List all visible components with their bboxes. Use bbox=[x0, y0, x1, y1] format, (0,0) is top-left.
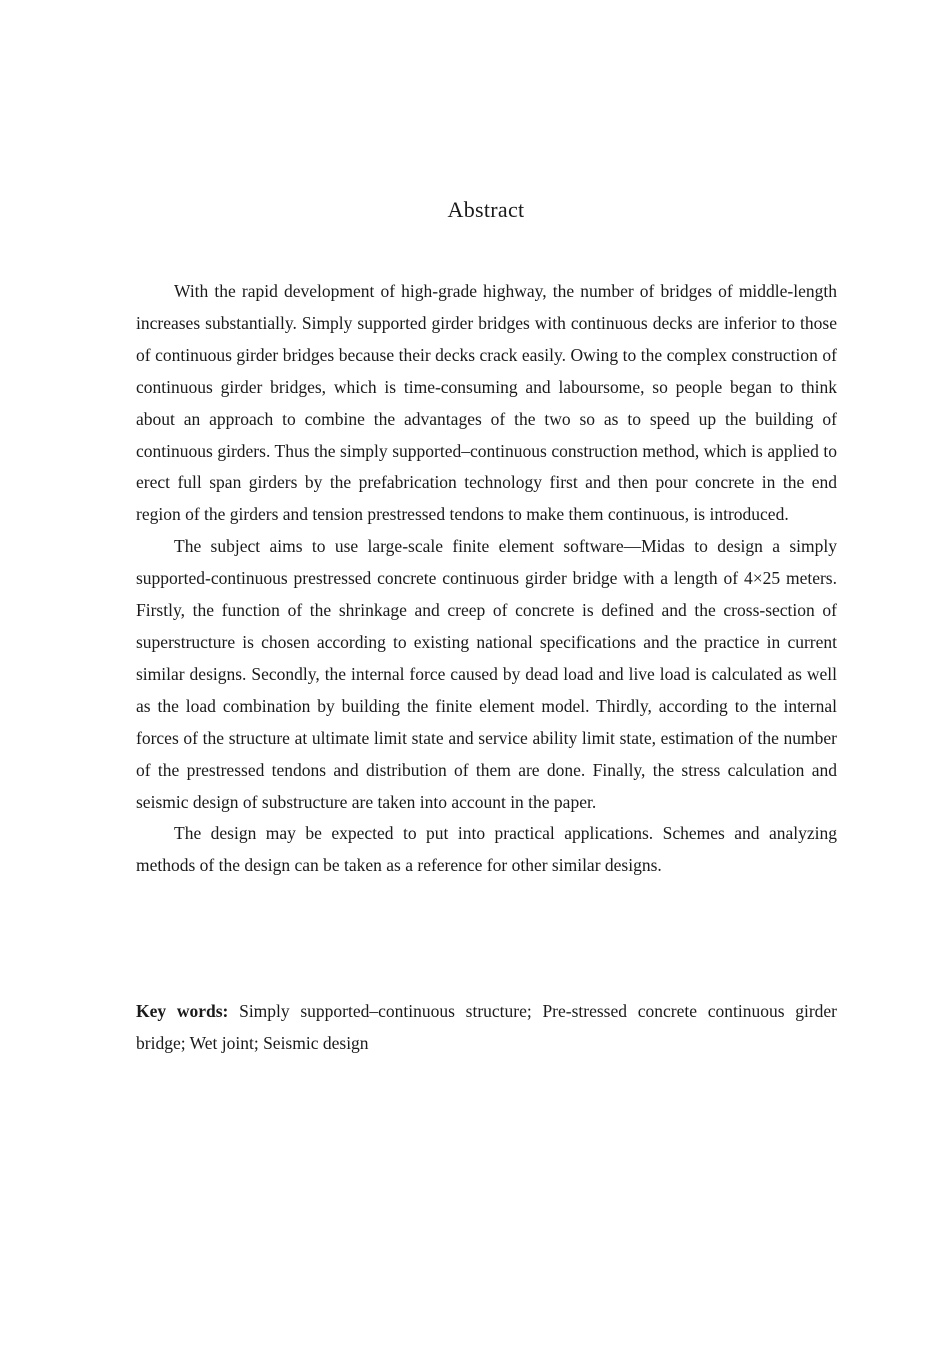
keywords-section bbox=[136, 996, 837, 1060]
abstract-paragraph-2: The subject aims to use large-scale finite element software—Midas to design a simply supported-continuous prestressed concrete continuous girder bridge with a length of 4×25 meters. Firstly, the function of the shrinkage and creep of concrete is defined and the cross-section of superstructure is chosen according to existing national specifications and the practice in current similar designs. Secondly, the internal force caused by dead load and live load is calculated as well as the load combination by building the finite element model. Thirdly, according to the internal forces of the structure at ultimate limit state and service ability limit state, estimation of the number of the prestressed tendons and distribution of them are done. Finally, the stress calculation and seismic design of substructure are taken into account in the paper. bbox=[136, 536, 837, 812]
keywords-text: Simply supported–continuous structure; Pre-stressed concrete continuous girder bridge; Wet joint; Seismic design bbox=[136, 1001, 837, 1053]
abstract-body bbox=[136, 276, 837, 882]
abstract-title: Abstract bbox=[447, 197, 525, 222]
abstract-paragraph-1: With the rapid development of high-grade highway, the number of bridges of middle-length increases substantially. Simply supported girder bridges with continuous decks are inferior to those of continuous girder bridges because their decks crack easily. Owing to the complex construction of continuous girder bridges, which is time-consuming and laboursome, so people began to think about an approach to combine the advantages of the two so as to speed up the building of continuous girders. Thus the simply supported–continuous construction method, which is applied to erect full span girders by the prefabrication technology first and then pour concrete in the end region of the girders and tension prestressed tendons to make them continuous, is introduced. bbox=[136, 281, 837, 525]
abstract-paragraph-3: The design may be expected to put into practical applications. Schemes and analyzing methods of the design can be taken as a reference for other similar designs. bbox=[136, 823, 837, 876]
keywords-label: Key words: bbox=[136, 1001, 229, 1021]
